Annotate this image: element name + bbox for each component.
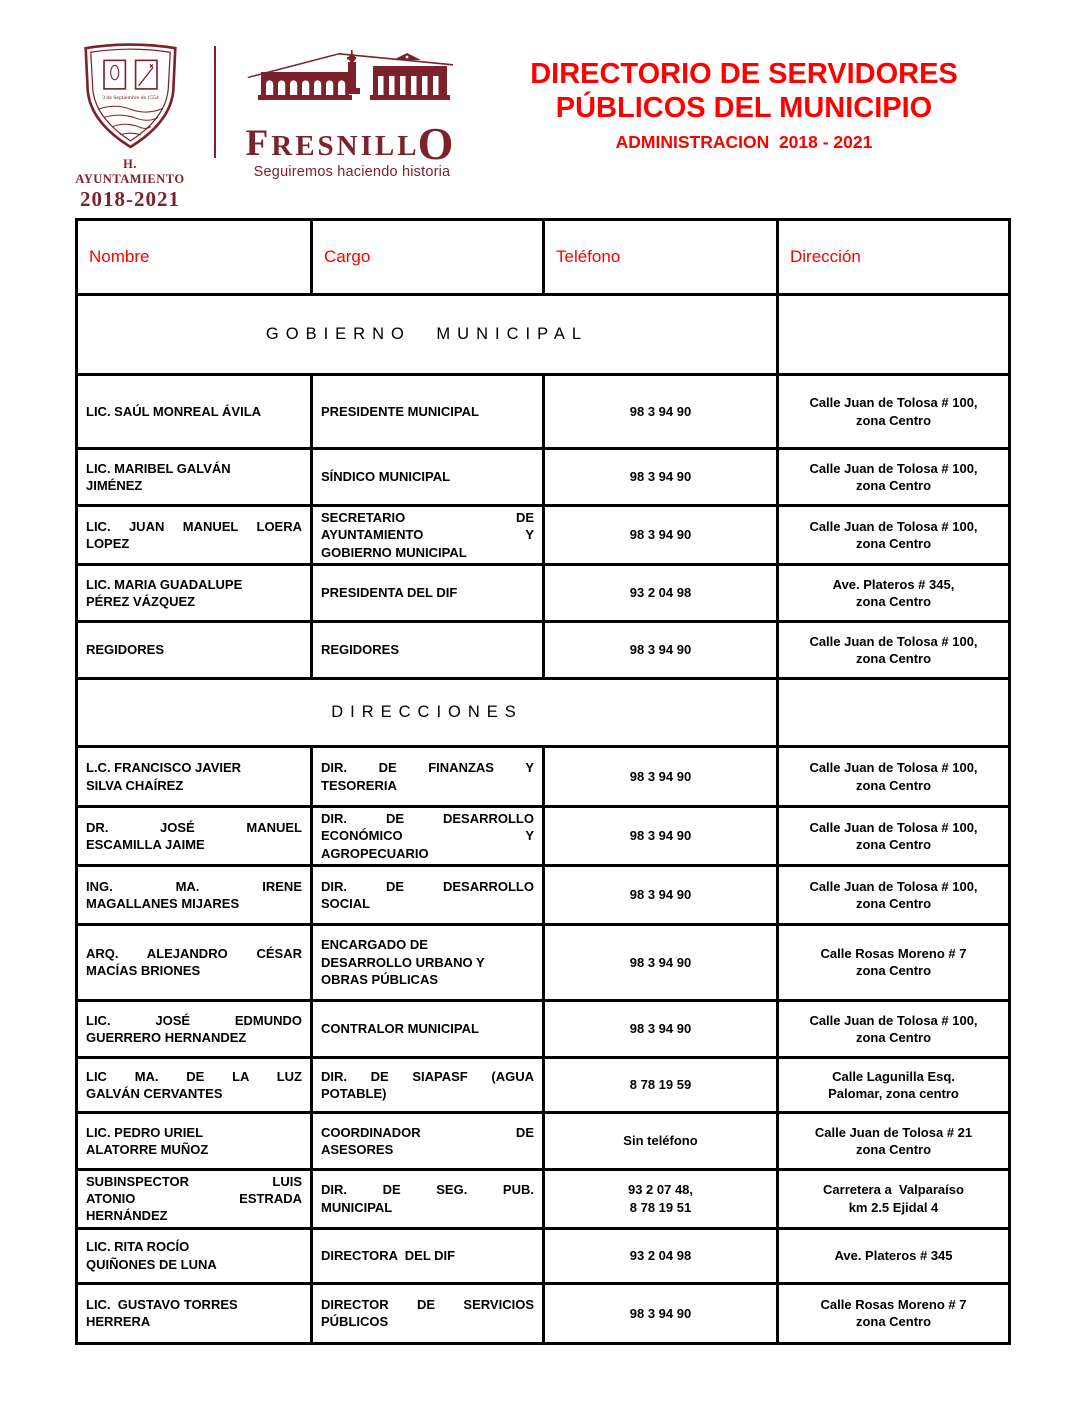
direccion-cell: Calle Juan de Tolosa # 100, zona Centro <box>778 807 1010 866</box>
table-row <box>77 1000 1010 1057</box>
direccion-cell: Calle Rosas Moreno # 7 zona Centro <box>778 1283 1010 1343</box>
name-cell: LIC. JOSÉ EDMUNDO GUERRERO HERNANDEZ <box>77 1000 312 1057</box>
fresnillo-tagline: Seguiremos haciendo historia <box>253 164 451 180</box>
table-row <box>77 1228 1010 1283</box>
name-cell: L.C. FRANCISCO JAVIER SILVA CHAÍREZ <box>77 747 312 807</box>
direccion-cell: Calle Juan de Tolosa # 21 zona Centro <box>778 1112 1010 1169</box>
cargo-cell: PRESIDENTE MUNICIPAL <box>312 375 544 449</box>
table-header-row <box>77 220 1010 295</box>
section-header-direcciones: DIRECCIONES <box>77 679 778 747</box>
column-header-telefono: Teléfono <box>544 220 778 295</box>
crest-shield-icon <box>78 40 183 150</box>
direccion-cell: Calle Juan de Tolosa # 100, zona Centro <box>778 375 1010 449</box>
telefono-cell: 98 3 94 90 <box>544 1283 778 1343</box>
telefono-cell: 98 3 94 90 <box>544 807 778 866</box>
table-row <box>77 1169 1010 1228</box>
section-header-gobierno-municipal: GOBIERNO MUNICIPAL <box>77 295 778 375</box>
telefono-cell: Sin teléfono <box>544 1112 778 1169</box>
column-header-cargo: Cargo <box>312 220 544 295</box>
cargo-cell: DIRECTORA DEL DIF <box>312 1228 544 1283</box>
direccion-cell: Calle Juan de Tolosa # 100, zona Centro <box>778 1000 1010 1057</box>
direccion-cell: Ave. Plateros # 345, zona Centro <box>778 565 1010 622</box>
name-cell: SUBINSPECTOR LUIS ATONIO ESTRADA HERNÁNDEZ <box>77 1169 312 1228</box>
cargo-cell: DIRECTOR DE SERVICIOS PÚBLICOS <box>312 1283 544 1343</box>
section-row-gobierno-municipal <box>77 295 1010 375</box>
name-cell: REGIDORES <box>77 622 312 679</box>
fresnillo-logo <box>234 50 470 180</box>
direccion-cell: Calle Juan de Tolosa # 100, zona Centro <box>778 506 1010 565</box>
logo-divider <box>214 46 216 158</box>
name-cell: LIC. MARIBEL GALVÁN JIMÉNEZ <box>77 449 312 506</box>
telefono-cell: 98 3 94 90 <box>544 924 778 1000</box>
crest-years: 2018-2021 <box>80 187 180 211</box>
cargo-cell: ENCARGADO DE DESARROLLO URBANO Y OBRAS PÚBLICAS <box>312 924 544 1000</box>
monument-icon <box>245 50 459 114</box>
cargo-cell: SECRETARIO DE AYUNTAMIENTO Y GOBIERNO MUNICIPAL <box>312 506 544 565</box>
direccion-cell: Calle Juan de Tolosa # 100, zona Centro <box>778 747 1010 807</box>
direccion-cell: Calle Juan de Tolosa # 100, zona Centro <box>778 865 1010 924</box>
section-empty-cell <box>778 679 1010 747</box>
cargo-cell: DIR. DE DESARROLLO SOCIAL <box>312 865 544 924</box>
table-row <box>77 449 1010 506</box>
name-cell: LIC. RITA ROCÍO QUIÑONES DE LUNA <box>77 1228 312 1283</box>
cargo-cell: DIR. DE DESARROLLO ECONÓMICO Y AGROPECUARIO <box>312 807 544 866</box>
name-cell: LIC MA. DE LA LUZ GALVÁN CERVANTES <box>77 1057 312 1112</box>
name-cell: LIC. MARIA GUADALUPE PÉREZ VÁZQUEZ <box>77 565 312 622</box>
direccion-cell: Carretera a Valparaíso km 2.5 Ejidal 4 <box>778 1169 1010 1228</box>
telefono-cell: 98 3 94 90 <box>544 449 778 506</box>
name-cell: LIC. JUAN MANUEL LOERA LOPEZ <box>77 506 312 565</box>
telefono-cell: 98 3 94 90 <box>544 865 778 924</box>
direccion-cell: Calle Rosas Moreno # 7 zona Centro <box>778 924 1010 1000</box>
fresnillo-wordmark <box>234 117 470 169</box>
direccion-cell: Calle Juan de Tolosa # 100, zona Centro <box>778 622 1010 679</box>
document-title-line1: DIRECTORIO DE SERVIDORES <box>530 58 958 90</box>
name-cell: LIC. GUSTAVO TORRES HERRERA <box>77 1283 312 1343</box>
telefono-cell: 93 2 04 98 <box>544 1228 778 1283</box>
cargo-cell: DIR. DE FINANZAS Y TESORERIA <box>312 747 544 807</box>
telefono-cell: 8 78 19 59 <box>544 1057 778 1112</box>
direccion-cell: Ave. Plateros # 345 <box>778 1228 1010 1283</box>
section-row-direcciones <box>77 679 1010 747</box>
direccion-cell: Calle Lagunilla Esq. Palomar, zona centro <box>778 1057 1010 1112</box>
name-cell: LIC. PEDRO URIEL ALATORRE MUÑOZ <box>77 1112 312 1169</box>
document-title-block <box>478 57 1010 153</box>
telefono-cell: 93 2 07 48, 8 78 19 51 <box>544 1169 778 1228</box>
table-row <box>77 565 1010 622</box>
telefono-cell: 98 3 94 90 <box>544 1000 778 1057</box>
table-row <box>77 622 1010 679</box>
name-cell: DR. JOSÉ MANUEL ESCAMILLA JAIME <box>77 807 312 866</box>
telefono-cell: 98 3 94 90 <box>544 375 778 449</box>
telefono-cell: 93 2 04 98 <box>544 565 778 622</box>
municipal-crest <box>74 40 186 212</box>
wordmark-initial: F <box>245 123 272 164</box>
cargo-cell: CONTRALOR MUNICIPAL <box>312 1000 544 1057</box>
table-row <box>77 807 1010 866</box>
telefono-cell: 98 3 94 90 <box>544 506 778 565</box>
section-empty-cell <box>778 295 1010 375</box>
table-row <box>77 924 1010 1000</box>
telefono-cell: 98 3 94 90 <box>544 747 778 807</box>
administration-period: ADMINISTRACION 2018 - 2021 <box>615 132 873 153</box>
wordmark-final-o: O <box>417 118 457 169</box>
table-row <box>77 375 1010 449</box>
crest-caption: H. AYUNTAMIENTO <box>75 157 185 186</box>
crest-date-text: 3 de Septiembre de 1554 <box>101 95 159 102</box>
column-header-nombre: Nombre <box>77 220 312 295</box>
cargo-cell: DIR. DE SEG. PUB. MUNICIPAL <box>312 1169 544 1228</box>
direccion-cell: Calle Juan de Tolosa # 100, zona Centro <box>778 449 1010 506</box>
cargo-cell: SÍNDICO MUNICIPAL <box>312 449 544 506</box>
directory-table <box>75 218 1011 1345</box>
table-row <box>77 747 1010 807</box>
name-cell: LIC. SAÚL MONREAL ÁVILA <box>77 375 312 449</box>
name-cell: ING. MA. IRENE MAGALLANES MIJARES <box>77 865 312 924</box>
table-row <box>77 865 1010 924</box>
telefono-cell: 98 3 94 90 <box>544 622 778 679</box>
document-title-line2: PÚBLICOS DEL MUNICIPIO <box>555 92 933 125</box>
table-row <box>77 1283 1010 1343</box>
cargo-cell: REGIDORES <box>312 622 544 679</box>
wordmark-middle: RESNILL <box>271 130 420 162</box>
cargo-cell: PRESIDENTA DEL DIF <box>312 565 544 622</box>
table-row <box>77 1112 1010 1169</box>
cargo-cell: DIR. DE SIAPASF (AGUA POTABLE) <box>312 1057 544 1112</box>
cargo-cell: COORDINADOR DE ASESORES <box>312 1112 544 1169</box>
column-header-direccion: Dirección <box>778 220 1010 295</box>
table-row <box>77 1057 1010 1112</box>
table-row <box>77 506 1010 565</box>
name-cell: ARQ. ALEJANDRO CÉSAR MACÍAS BRIONES <box>77 924 312 1000</box>
